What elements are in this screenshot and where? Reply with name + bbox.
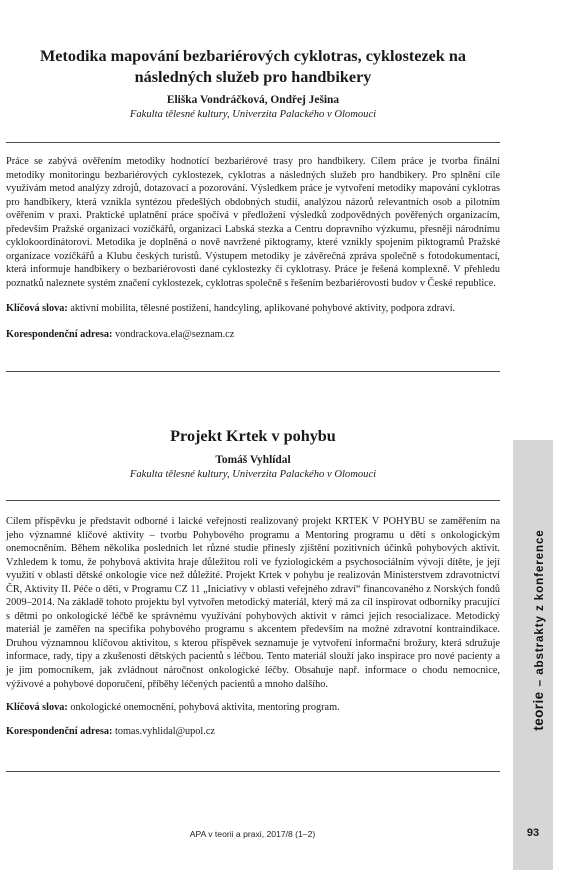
article2-contact xyxy=(6,725,500,739)
article1-keywords xyxy=(6,302,500,316)
article2-authors: Tomáš Vyhlídal xyxy=(215,454,291,466)
contact-email: vondrackova.ela@seznam.cz xyxy=(112,328,235,340)
article2-keywords xyxy=(6,701,500,715)
section-separator: – xyxy=(532,679,546,687)
contact-label: Korespondenční adresa: xyxy=(6,328,113,340)
article2-affiliation: Fakulta tělesné kultury, Univerzita Palackého v Olomouci xyxy=(129,469,377,480)
section-name: teorie xyxy=(531,691,546,731)
keywords-text: onkologické onemocnění, pohybová aktivita, mentoring program. xyxy=(67,702,340,714)
divider xyxy=(6,500,500,501)
journal-footer: APA v teorii a praxi, 2017/8 (1–2) xyxy=(189,829,316,839)
contact-email: tomas.vyhlidal@upol.cz xyxy=(112,725,215,737)
subsection-name: abstrakty z konference xyxy=(533,529,546,675)
article2-header xyxy=(6,426,500,482)
article2-abstract: Cílem příspěvku je představit odborné i laické veřejnosti realizovaný projekt KRTEK V POHYBU se zaměřením na jeho významné klíčové aktivity – tvorbu Pohybového programu a Mentoring programu u dětí s onkologickým onemocněním. Během několika posledních let různé studie přinesly zjištění pozitivních účinků pohybových aktivit. Vzhledem k tomu, že pohybová aktivita hraje důležitou roli ve fyziologickém a psychosociálním vývoji dítěte, je její využití v oblasti dětské onkologie více než důležité. Projekt Krtek v pohybu je realizován Ministerstvem zdravotnictví ČR, Aktivity II. Péče o děti, v Programu CZ 11 „Iniciativy v oblasti veřejného zdraví“ financovaného z Norských fondů 2009–2014. Na základě tohoto projektu byl vytvořen metodický materiál, který má za cíl inspirovat odborníky pracující s dětmi po onkologické léčbě ke správnému využívání pohybových aktivit v rámci jejich resocializace. Metodický materiál je zaměřen na specifika pohybového programu s akcentem především na možné zdravotní kontraindikace. Druhou významnou klíčovou aktivitou, s kterou příspěvek seznamuje je vytvoření informační brožury, která sdružuje informace, rady, tipy a zkušenosti dětských pacientů s léčbou. Tento materiál slouží jako inspirace pro nové pacienty a je jim pomocníkem, jak zvládnout náročnost onkologické léčby. Obsahuje např. informace o chodu nemocnice, výživové a pohybové doporučení, příběhy léčených pacientů a mnoho dalšího. xyxy=(6,516,500,690)
article1-abstract: Práce se zabývá ověřením metodiky hodnotící bezbariérové trasy pro handbikery. Cílem práce je tvorba finální metodiky monitoringu bezbariérových cyklostezek, cyklotras a následných služeb pro handbikery. Pro splnění cíle využívám metod analýzy zdrojů, dotazovací a pozorování. Výsledkem práce je vytvoření metodiky mapování cyklotras pro handbikery, která vznikla syntézou předešlých obdobných studií, analýzou názorů relevantních osob a pilotním ověřením v praxi. Praktické uplatnění práce spočívá v předložení výsledků zodpovědných pověřených organizacím, především Pražské organizaci vozíčkářů, organizaci Labská stezka a Centru dopravního výzkumu, přesněji národnímu cyklokoordinátorovi. Metodika je doplněná o nově navržené piktogramy, které vznikly spojením piktogramů Pražské organizace vozíčkářů a Klubu českých turistů. Výstupem metodiky je závěrečná zpráva společně s fotodokumentací, která informuje handbikery o bezbariérovosti dané cyklostezky či cyklotrasy. Práce je řešená komplexně. V přehledu poznatků naleznete systém značení cyklostezek, cyklotras společně s řešením bezbariérovosti budov v České republice. xyxy=(6,156,500,289)
article1-header xyxy=(6,46,500,122)
article1-affiliation: Fakulta tělesné kultury, Univerzita Palackého v Olomouci xyxy=(129,109,377,120)
divider xyxy=(6,771,500,772)
article2-body xyxy=(6,515,500,738)
article1-title: Metodika mapování bezbariérových cyklotras, cyklostezek na následných služeb pro handbikery xyxy=(40,47,466,86)
contact-label: Korespondenční adresa: xyxy=(6,725,113,737)
page-number: 93 xyxy=(526,827,540,839)
article1-contact xyxy=(6,328,500,342)
divider xyxy=(6,142,500,143)
section-label xyxy=(530,529,548,730)
keywords-label: Klíčová slova: xyxy=(6,702,68,714)
keywords-label: Klíčová slova: xyxy=(6,303,68,315)
keywords-text: aktivní mobilita, tělesné postižení, handcyling, aplikované pohybové aktivity, podpora zdraví. xyxy=(67,303,456,315)
article1-authors: Eliška Vondráčková, Ondřej Ješina xyxy=(166,94,340,106)
article2-title: Projekt Krtek v pohybu xyxy=(170,427,336,445)
article1-body xyxy=(6,155,500,341)
divider xyxy=(6,371,500,372)
